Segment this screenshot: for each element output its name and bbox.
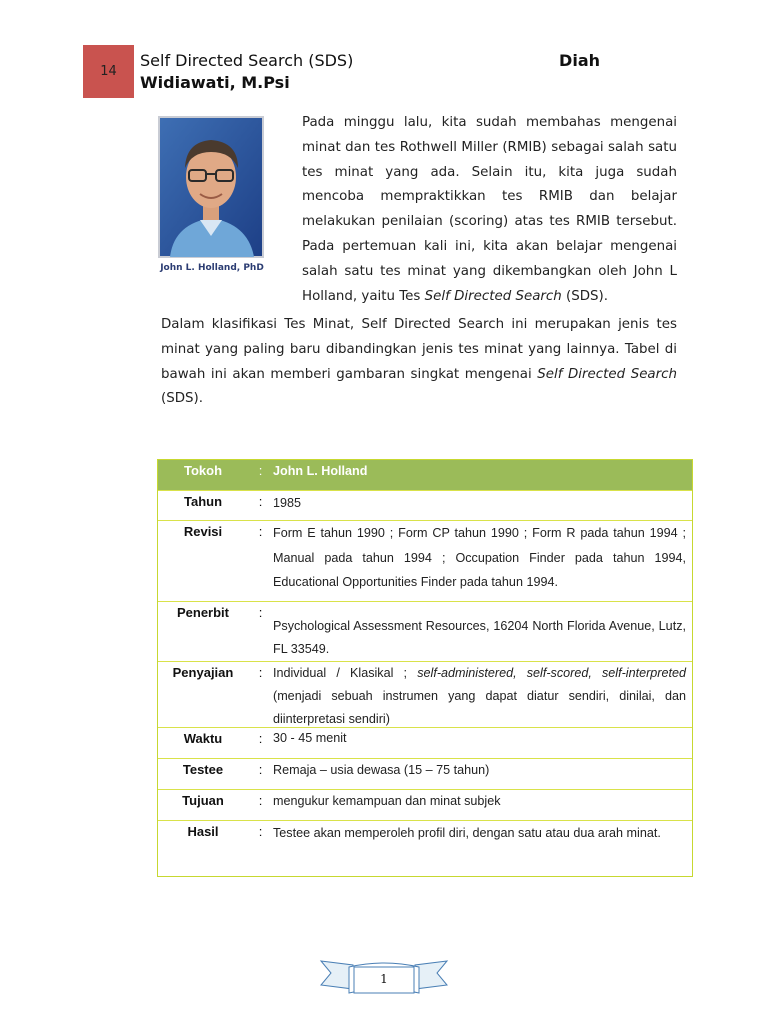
penyajian-text: Individual / Klasikal ; [273, 666, 418, 680]
row-label: Tokoh [183, 463, 223, 478]
table-row-tujuan [158, 789, 692, 820]
penyajian-text-end: (menjadi sebuah instrumen yang dapat diatur sendiri, dinilai, dan diinterpretasi sendiri) [273, 689, 686, 726]
row-value: Testee akan memperoleh profil diri, dengan satu atau dua arah minat. [273, 826, 661, 840]
row-colon: : [258, 463, 263, 478]
table-row-waktu [158, 727, 692, 758]
row-label: Penyajian [172, 665, 234, 680]
intro-text-end: (SDS). [561, 288, 609, 304]
row-value: Form E tahun 1990 ; Form CP tahun 1990 ; Form R pada tahun 1994 ; Manual pada tahun 1994 ; Occupation Finder pada tahun 1994, Educational Opportunities Finder pada tahun 1994. [273, 526, 686, 589]
penyajian-italic: self-administered, self-scored, self-interpreted [417, 666, 686, 680]
row-value: Psychological Assessment Resources, 16204 North Florida Avenue, Lutz, FL 33549. [273, 619, 686, 656]
row-colon: : [258, 762, 263, 777]
row-label: Waktu [183, 731, 223, 746]
page-number: 1 [380, 972, 388, 986]
page-badge: 14 [83, 45, 134, 98]
classification-paragraph [161, 313, 677, 412]
table-row-tokoh [158, 460, 692, 490]
row-value [273, 662, 692, 727]
table-row-testee [158, 758, 692, 789]
intro-italic: Self Directed Search [424, 288, 562, 304]
header-author-first: Diah [559, 51, 600, 70]
row-label: Tujuan [182, 793, 224, 808]
table-row-penyajian [158, 661, 692, 727]
intro-paragraph [302, 111, 677, 309]
header-title: Self Directed Search (SDS) [140, 51, 354, 70]
header [140, 51, 600, 70]
intro-text: Pada minggu lalu, kita sudah membahas mengenai minat dan tes Rothwell Miller (RMIB) sebagai salah satu tes minat yang ada. Selain itu, kita juga sudah mencoba mempraktikkan tes RMIB dan belajar melakukan penilaian (scoring) atas tes RMIB tersebut. Pada pertemuan kali ini, kita akan belajar mengenai salah satu tes minat yang dikembangkan oleh John L Holland, yaitu Tes [302, 115, 677, 304]
table-row-tahun [158, 490, 692, 520]
row-colon: : [258, 793, 263, 808]
row-label: Penerbit [176, 605, 229, 620]
info-table [157, 459, 693, 877]
table-row-hasil [158, 820, 692, 876]
para2-italic: Self Directed Search [537, 366, 677, 382]
photo-caption: John L. Holland, PhD [160, 263, 264, 273]
table-row-revisi [158, 520, 692, 601]
author-photo [156, 112, 268, 282]
header-author-rest: Widiawati, M.Psi [140, 73, 290, 92]
table-row-penerbit [158, 601, 692, 661]
row-value: John L. Holland [273, 464, 368, 478]
row-colon: : [258, 824, 263, 839]
row-colon: : [258, 665, 263, 680]
para2-text-end: (SDS). [161, 391, 204, 407]
row-colon: : [258, 605, 263, 620]
row-label: Revisi [183, 524, 223, 539]
row-label: Hasil [187, 824, 219, 839]
row-colon: : [258, 494, 263, 509]
portrait-image [156, 112, 268, 262]
row-value: 1985 [273, 496, 302, 510]
para2-text: Dalam klasifikasi Tes Minat, Self Directed Search ini merupakan jenis tes minat yang paling baru dibandingkan jenis tes minat yang lainnya. Tabel di bawah ini akan memberi gambaran singkat mengenai [161, 317, 677, 382]
row-value: mengukur kemampuan dan minat subjek [273, 794, 501, 808]
row-value: Remaja – usia dewasa (15 – 75 tahun) [273, 763, 490, 777]
row-label: Testee [182, 762, 224, 777]
row-label: Tahun [183, 494, 223, 509]
row-colon: : [258, 731, 263, 746]
row-value: 30 - 45 menit [273, 731, 347, 745]
row-colon: : [258, 524, 263, 539]
